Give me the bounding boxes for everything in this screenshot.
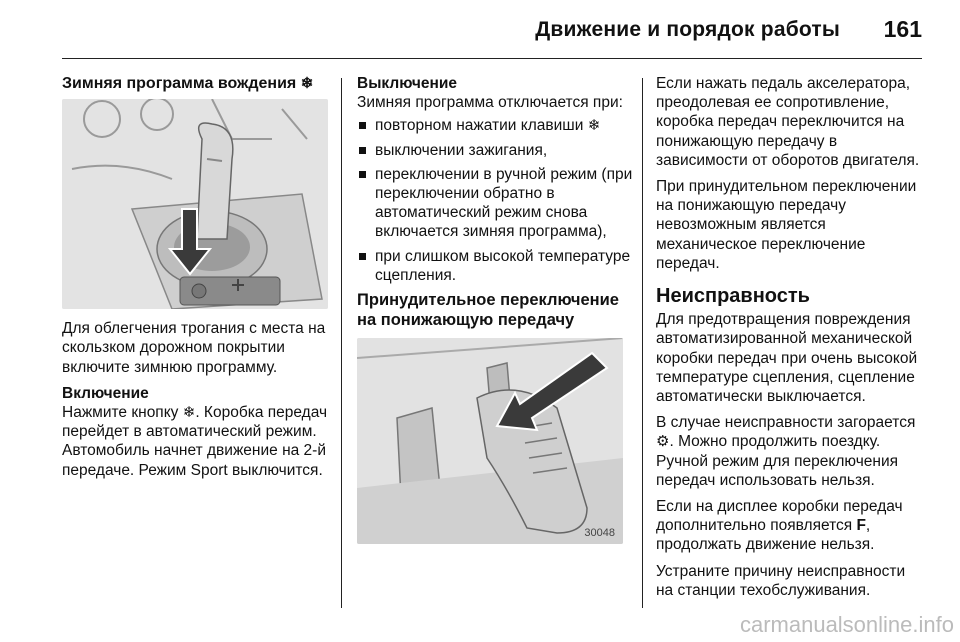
winter-program-heading	[62, 74, 328, 93]
display-text-pre: Если на дисплее коробки передач дополнительно появляется	[656, 498, 903, 535]
fault-light-text	[656, 413, 926, 490]
header-divider	[62, 58, 922, 59]
list-item	[357, 141, 633, 160]
activation-text	[62, 403, 328, 480]
list-item-text: при слишком высокой температуре сцепления.	[375, 247, 631, 284]
activation-text-pre: Нажмите кнопку	[62, 404, 179, 422]
kickdown-text: Если нажать педаль акселератора, преодолевая ее сопротивление, коробка передач переключится на понижающую передачу в зависимости от оборотов двигателя.	[656, 75, 920, 169]
snowflake-icon: ❄	[300, 75, 314, 92]
fault-light-pre: В случае неисправности загорается	[656, 414, 916, 432]
page-title: Движение и порядок работы	[535, 18, 840, 41]
winter-program-title: Зимняя программа вождения	[62, 75, 297, 92]
activation-text-post: . Коробка передач перейдет в автоматический режим. Автомобиль начнет движение на 2-й передаче. Режим Sport выключится.	[62, 404, 328, 479]
snowflake-icon: ❄	[182, 404, 196, 422]
snowflake-icon: ❄	[587, 117, 601, 135]
watermark: carmanualsonline.info	[739, 612, 954, 637]
list-item-text: выключении зажигания,	[375, 141, 548, 159]
wrench-gear-warning-icon: ⚙	[656, 433, 670, 451]
remedy-text: Устраните причину неисправности на станции техобслуживания.	[656, 562, 906, 599]
column-middle	[357, 74, 633, 544]
list-item	[357, 165, 633, 242]
deactivation-heading: Выключение	[357, 75, 458, 92]
fault-text: Для предотвращения повреждения автоматизированной механической коробки передач при очень высокой температуре сцепления, сцепление автоматически выключается.	[656, 311, 918, 406]
list-item	[357, 116, 633, 135]
list-item-text: переключении в ручной режим (при переключении обратно в автоматический режим снова включается зимняя программа),	[375, 165, 633, 241]
deactivation-intro: Зимняя программа отключается при:	[357, 94, 623, 112]
winter-button-photo	[62, 99, 328, 309]
image-code: 30048	[584, 527, 615, 540]
kickdown-pedal-photo	[357, 338, 623, 544]
display-f-text	[656, 497, 926, 555]
winter-intro-text: Для облегчения трогания с места на скользком дорожном покрытии включите зимнюю программу.	[62, 320, 326, 376]
display-letter: F	[856, 517, 866, 535]
column-left	[62, 74, 328, 487]
forced-downshift-heading: Принудительное переключение на понижающую передачу	[357, 291, 619, 330]
deactivation-list	[357, 116, 633, 285]
page-number: 161	[883, 16, 922, 42]
list-item-text: повторном нажатии клавиши	[375, 117, 584, 135]
fault-light-post: . Можно продолжить поездку. Ручной режим для переключения передач использовать нельзя.	[656, 433, 898, 489]
list-item	[357, 247, 633, 285]
column-divider-1	[341, 78, 342, 608]
fault-heading: Неисправность	[656, 285, 810, 308]
forced-downshift-note: При принудительном переключении на понижающую передачу невозможным является механическое переключение передач.	[656, 178, 917, 272]
column-right	[656, 74, 926, 607]
display-text-post: , продолжать движение нельзя.	[656, 517, 875, 554]
column-divider-2	[642, 78, 643, 608]
activation-heading: Включение	[62, 384, 149, 402]
